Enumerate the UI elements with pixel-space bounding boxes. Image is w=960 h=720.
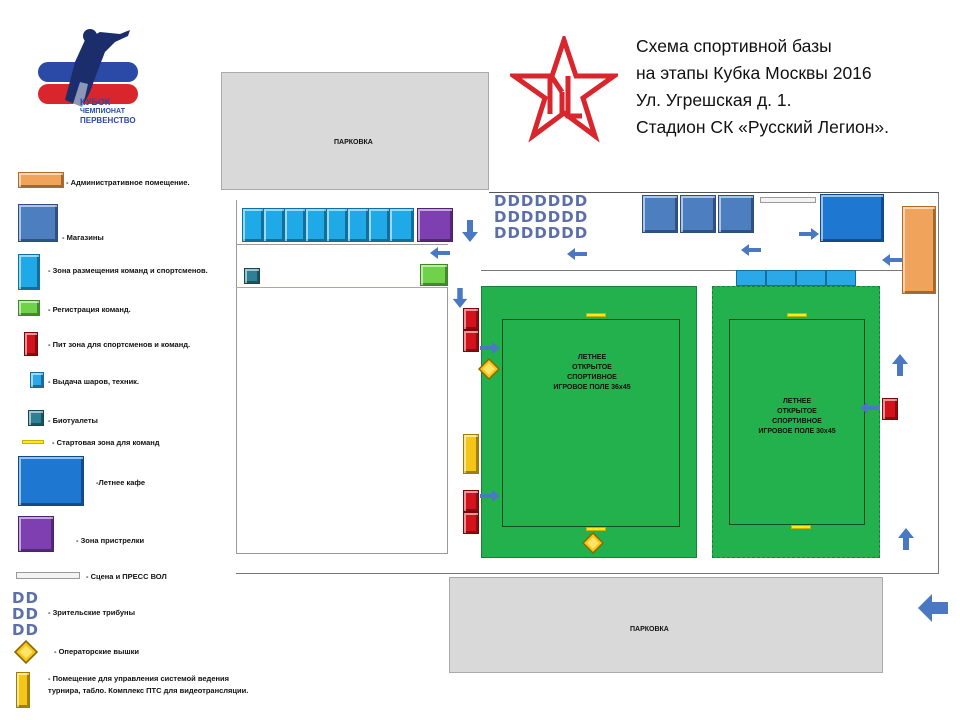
arrow-left-icon — [430, 247, 450, 259]
title-line-1: Схема спортивной базы — [636, 36, 832, 56]
cup-logo — [30, 22, 145, 130]
ball-issue-point — [766, 270, 796, 286]
legend-operators-swatch — [14, 640, 38, 664]
parking-bottom-label: ПАРКОВКА — [630, 626, 669, 633]
operator-tower-icon — [582, 532, 604, 554]
registration-booth — [420, 264, 448, 286]
legend-balls-text: - Выдача шаров, техник. — [48, 377, 140, 386]
legend-shooting-swatch — [18, 516, 54, 552]
legend-stage-swatch — [16, 572, 80, 579]
start-zone — [791, 525, 811, 529]
pit-zone — [463, 330, 479, 352]
logo-word-championship: ЧЕМПИОНАТ — [80, 108, 125, 115]
title-line-3: Ул. Угрешская д. 1. — [636, 90, 792, 110]
start-zone — [787, 313, 807, 317]
legend-operators-text: - Операторские вышки — [54, 647, 140, 656]
admin-building — [902, 206, 936, 294]
arrow-left-icon — [566, 248, 588, 260]
team-zone-row — [242, 208, 414, 242]
legend-control-swatch — [16, 672, 30, 708]
entrance-arrow-left-icon — [918, 594, 948, 622]
ball-issue-point — [796, 270, 826, 286]
pit-zone — [463, 490, 479, 512]
game-field-left — [481, 286, 697, 558]
team-zone — [242, 208, 264, 242]
toilet — [244, 268, 260, 284]
field-left-inner — [502, 319, 680, 527]
russian-legion-star-logo — [510, 36, 618, 144]
legend-pit-swatch — [24, 332, 38, 356]
partition-top-row — [236, 244, 448, 245]
operator-tower — [582, 532, 604, 554]
ball-issue-row — [736, 270, 856, 286]
boundary-left — [236, 200, 237, 554]
legend-shooting-text: - Зона пристрелки — [76, 536, 145, 545]
team-zone — [263, 208, 285, 242]
legend-control-text-1: - Помещение для управления системой ведения — [48, 674, 230, 683]
parking-top — [221, 72, 489, 190]
legend-cafe-swatch — [18, 456, 84, 506]
legend-shops-text: - Магазины — [62, 233, 104, 242]
arrow-up-icon — [898, 528, 914, 550]
field-right-label: ЛЕТНЕЕ ОТКРЫТОЕ СПОРТИВНОЕ ИГРОВОЕ ПОЛЕ 30х45 — [758, 398, 836, 435]
ball-issue-point — [826, 270, 856, 286]
shop — [680, 195, 716, 233]
legend-team-zone-text: - Зона размещения команд и спортсменов. — [48, 266, 208, 275]
arrow-right-icon — [480, 490, 500, 502]
legend-pit-text: - Пит зона для спортсменов и команд. — [48, 340, 191, 349]
legend-balls-swatch — [30, 372, 44, 388]
team-zone — [389, 208, 414, 242]
game-field-right — [712, 286, 880, 558]
partition-bottom — [236, 553, 448, 554]
start-zone — [586, 313, 606, 317]
operator-tower — [478, 358, 500, 380]
legend-team-zone-swatch — [18, 254, 40, 290]
pit-zone — [463, 308, 479, 330]
shop — [718, 195, 754, 233]
partition-mid-line — [481, 270, 936, 271]
legend-registration-text: - Регистрация команд. — [48, 305, 131, 314]
operator-tower-icon — [478, 358, 500, 380]
ball-issue-point — [736, 270, 766, 286]
logo-word-cup: КУБОК — [80, 97, 111, 107]
team-zone — [368, 208, 390, 242]
legend-toilets-text: - Биотуалеты — [48, 416, 98, 425]
legend-admin-text: - Административное помещение. — [66, 178, 190, 187]
arrow-left-icon — [882, 254, 902, 266]
legend-start-swatch — [22, 440, 44, 444]
pit-zone — [882, 398, 898, 420]
summer-cafe — [820, 194, 884, 242]
team-zone — [305, 208, 327, 242]
legend-control-text-2: турнира, табло. Комплекс ПТС для видеотрансляции. — [48, 686, 249, 695]
partition-orange — [236, 287, 448, 288]
shooting-zone — [417, 208, 453, 242]
legend-tribunes-text: - Зрительские трибуны — [48, 608, 135, 617]
legend-admin-swatch — [18, 172, 64, 188]
team-zone — [326, 208, 348, 242]
team-zone — [284, 208, 306, 242]
legend-cafe-text: -Летнее кафе — [96, 478, 146, 487]
arrow-right-icon — [798, 228, 820, 240]
control-room — [463, 434, 479, 474]
arrow-up-icon — [892, 354, 908, 376]
spectator-tribunes: DDDDDDD DDDDDDD DDDDDDD — [494, 192, 589, 242]
legend-stage-text: - Сцена и ПРЕСС ВОЛ — [86, 572, 167, 581]
arrow-right-icon — [480, 342, 500, 354]
title-line-2: на этапы Кубка Москвы 2016 — [636, 63, 872, 83]
logo-word-first: ПЕРВЕНСТВО — [80, 116, 136, 125]
shop — [642, 195, 678, 233]
parking-bottom — [449, 577, 883, 673]
arrow-left-icon — [860, 402, 880, 414]
legend-toilets-swatch — [28, 410, 44, 426]
start-zone — [586, 527, 606, 531]
partition-vertical — [447, 287, 448, 553]
team-zone — [347, 208, 369, 242]
operator-tower-icon — [14, 640, 38, 664]
star-icon — [510, 36, 618, 144]
legend-start-text: - Стартовая зона для команд — [52, 438, 160, 447]
stage-press — [760, 197, 816, 203]
parking-top-label: ПАРКОВКА — [334, 139, 373, 146]
legend-registration-swatch — [18, 300, 40, 316]
pit-zone — [463, 512, 479, 534]
legend-tribunes-swatch: DD DD DD — [12, 589, 39, 639]
arrow-left-icon — [740, 244, 762, 256]
title-line-4: Стадион СК «Русский Легион». — [636, 117, 890, 137]
arrow-down-icon — [452, 288, 468, 308]
field-left-label: ЛЕТНЕЕ ОТКРЫТОЕ СПОРТИВНОЕ ИГРОВОЕ ПОЛЕ 36х45 — [553, 354, 631, 391]
legend-shops-swatch — [18, 204, 58, 242]
arrow-down-icon — [462, 220, 478, 242]
